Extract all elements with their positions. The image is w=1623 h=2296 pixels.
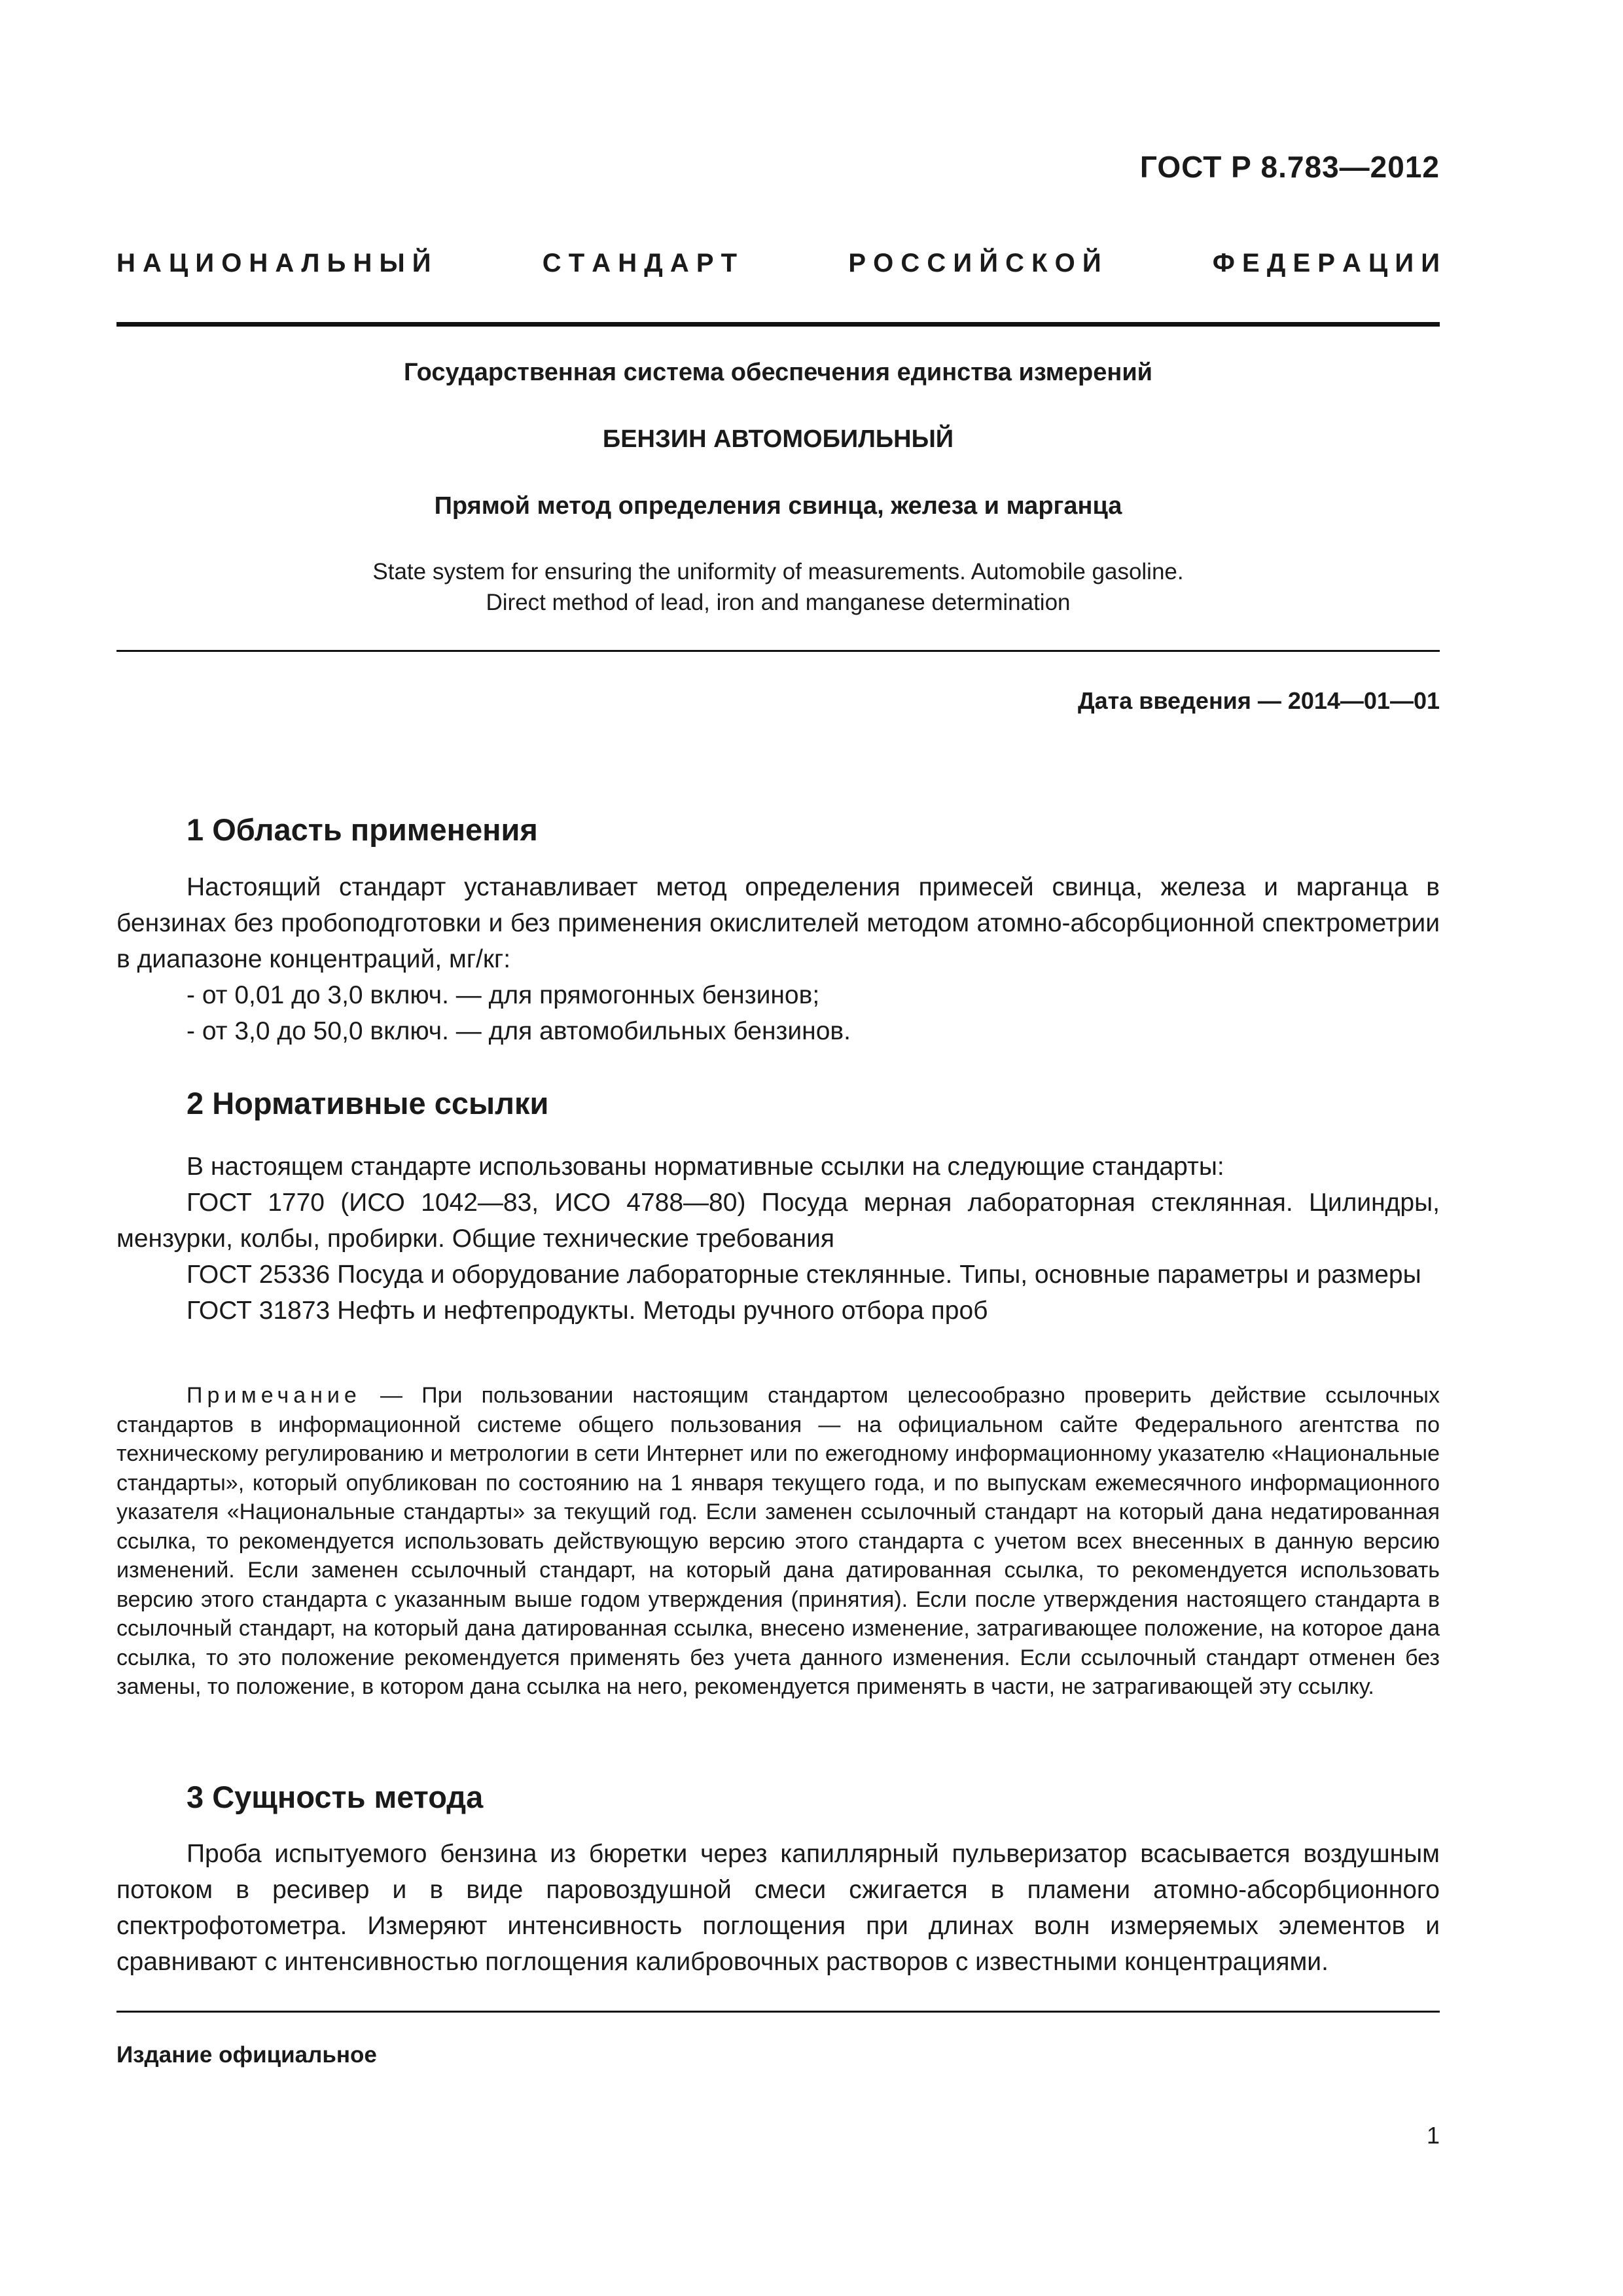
- banner-word: С Т А Н Д А Р Т: [542, 249, 738, 278]
- system-title: Государственная система обеспечения единства измерений: [403, 359, 1153, 386]
- note-label: Примечание: [187, 1383, 361, 1408]
- document-title: БЕНЗИН АВТОМОБИЛЬНЫЙ: [602, 425, 954, 453]
- references-intro: В настоящем стандарте использованы нормативные ссылки на следующие стандарты:: [187, 1153, 1224, 1181]
- section-body-scope: [116, 869, 1440, 1049]
- scope-paragraph: Настоящий стандарт устанавливает метод определения примесей свинца, железа и марганца в бензинах без пробоподготовки и без применения окислителей методом атомно-абсорбционной спектрометрии в диапазоне концентраций, мг/кг:: [116, 873, 1440, 973]
- list-item: - от 3,0 до 50,0 включ. — для автомобильных бензинов.: [187, 1017, 851, 1045]
- title-divider: [116, 650, 1440, 652]
- reference-item: ГОСТ 31873 Нефть и нефтепродукты. Методы ручного отбора проб: [187, 1297, 988, 1325]
- section-heading-references: 2 Нормативные ссылки: [187, 1086, 549, 1121]
- footer-divider: [116, 2011, 1440, 2013]
- section-heading-scope: 1 Область применения: [187, 812, 538, 847]
- national-standard-banner: [116, 249, 1440, 278]
- list-item: - от 0,01 до 3,0 включ. — для прямогонных бензинов;: [187, 981, 820, 1009]
- english-title-line: State system for ensuring the uniformity of measurements. Automobile gasoline.: [372, 559, 1184, 584]
- references-note: [116, 1381, 1440, 1702]
- banner-word: Ф Е Д Е Р А Ц И И: [1212, 249, 1440, 278]
- banner-word: Р О С С И Й С К О Й: [848, 249, 1101, 278]
- english-title: [116, 556, 1440, 618]
- edition-label: Издание официальное: [116, 2042, 377, 2068]
- document-subtitle: Прямой метод определения свинца, железа и марганца: [434, 492, 1122, 520]
- header-divider: [116, 322, 1440, 327]
- reference-item: ГОСТ 1770 (ИСО 1042—83, ИСО 4788—80) Посуда мерная лабораторная стеклянная. Цилиндры, мензурки, колбы, пробирки. Общие технические требования: [116, 1189, 1440, 1253]
- section-heading-method: 3 Сущность метода: [187, 1780, 484, 1814]
- introduction-date: Дата введения — 2014—01—01: [1077, 687, 1440, 714]
- section-body-references: [116, 1149, 1440, 1329]
- standard-code: ГОСТ Р 8.783—2012: [1139, 150, 1440, 184]
- english-title-line: Direct method of lead, iron and manganese determination: [486, 590, 1071, 615]
- note-text: — При пользовании настоящим стандартом целесообразно проверить действие ссылочных стандартов в информационной системе общего пользования — на официальном сайте Федерального агентства по техническому регулированию и метрологии в сети Интернет или по ежегодному информационному указателю «Национальные стандарты», который опубликован по состоянию на 1 января текущего года, и по выпускам ежемесячного информационного указателя «Национальные стандарты» за текущий год. Если заменен ссылочный стандарт на который дана недатированная ссылка, то рекомендуется использовать действующую версию этого стандарта с учетом всех внесенных в данную версию изменений. Если заменен ссылочный стандарт, на который дана датированная ссылка, то рекомендуется использовать версию этого стандарта с указанным выше годом утверждения (принятия). Если после утверждения настоящего стандарта в ссылочный стандарт, на который дана датированная ссылка, внесено изменение, затрагивающее положение, на которое дана ссылка, то это положение рекомендуется применять без учета данного изменения. Если ссылочный стандарт отменен без замены, то положение, в котором дана ссылка на него, рекомендуется применять в части, не затрагивающей эту ссылку.: [116, 1383, 1440, 1699]
- reference-item: ГОСТ 25336 Посуда и оборудование лабораторные стеклянные. Типы, основные параметры и размеры: [187, 1261, 1421, 1289]
- banner-word: Н А Ц И О Н А Л Ь Н Ы Й: [116, 249, 431, 278]
- page-number: 1: [1426, 2122, 1440, 2149]
- section-body-method: [116, 1836, 1440, 1980]
- method-paragraph: Проба испытуемого бензина из бюретки через капиллярный пульверизатор всасывается воздушным потоком в ресивер и в виде паровоздушной смеси сжигается в пламени атомно-абсорбционного спектрофотометра. Измеряют интенсивность поглощения при длинах волн измеряемых элементов и сравнивают с интенсивностью поглощения калибровочных растворов с известными концентрациями.: [116, 1840, 1440, 1976]
